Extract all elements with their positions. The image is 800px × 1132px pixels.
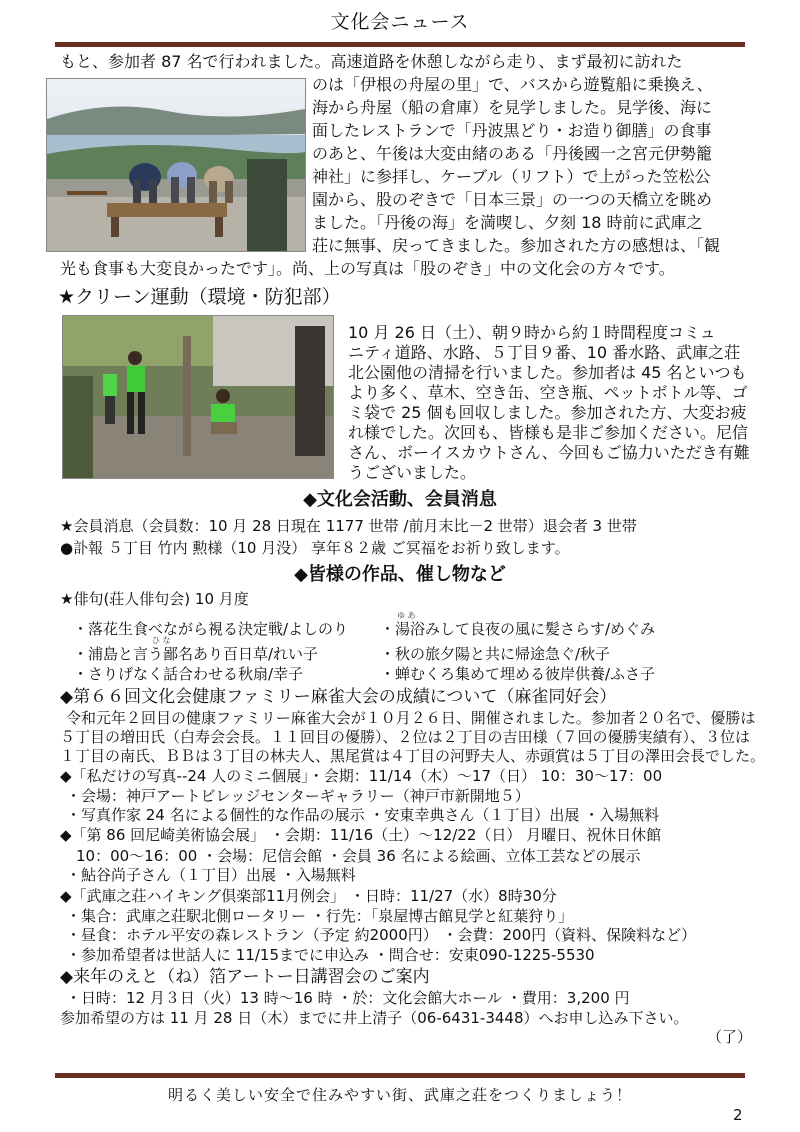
clean-line: ニティ道路、水路、５丁目９番、10 番水路、武庫之荘 xyxy=(348,343,741,362)
haiku-item: ・さりげなく話合わせる秋扇/幸子 xyxy=(73,665,304,683)
photo-exhibit-line: ・会場：神戸アートビレッジセンターギャラリー（神戸市新開地５） xyxy=(66,787,530,805)
art-exhibit-line: 10：00～16：00 ・会場：尼信会館 ・会員 36 名による絵画、立体工芸などの展示 xyxy=(76,847,641,865)
ruby-yua: ゆ あ xyxy=(397,611,416,620)
trip-line: 神社」に参拝し、ケーブル（リフト）で上がった笠松公 xyxy=(312,167,711,186)
trip-line-1: もと、参加者 87 名で行われました。高速道路を休憩しながら走り、まず最初に訪れた xyxy=(60,52,683,71)
mahjong-heading: ◆第６６回文化会健康ファミリー麻雀大会の成績について（麻雀同好会） xyxy=(60,687,617,707)
haiku-item: ・浦島と言う鄙名あり百日草/れい子 xyxy=(73,645,319,663)
obituary: ●訃報 ５丁目 竹内 勲様（10 月没） 享年８２歳 ご冥福をお祈り致します。 xyxy=(60,539,570,557)
activity-heading: ◆文化会活動、会員消息 xyxy=(303,489,497,510)
photo-cleanup-image xyxy=(63,316,333,478)
photo-exhibit-heading: ◆「私だけの写真--24 人のミニ個展」・会期：11/14（木）～17（日） 10：30～17：00 xyxy=(60,767,663,785)
trip-line: ました。「丹後の海」を満喫し、夕刻 18 時前に武庫之 xyxy=(312,213,703,232)
clean-line: 北公園他の清掃を行いました。参加者は 45 名といつも xyxy=(348,363,747,382)
clean-line: より多く、草木、空き缶、空き瓶、ペットボトル等、ゴ xyxy=(348,383,748,402)
photo-matanozoki xyxy=(46,78,306,252)
hiking-line: ・集合：武庫之荘駅北側ロータリー ・行先：「泉屋博古館見学と紅葉狩り」 xyxy=(66,907,574,925)
foil-art-heading: ◆来年のえと（ね）箔アートー日講習会のご案内 xyxy=(60,967,430,987)
foil-art-line: ・日時：12 月３日（火）13 時～16 時 ・於：文化会館大ホール ・費用：3,200 円 xyxy=(66,989,630,1007)
photo-cleanup xyxy=(62,315,334,479)
footer-divider xyxy=(55,1073,745,1078)
trip-line: 荘に無事、戻ってきました。参加された方の感想は、「観 xyxy=(312,236,721,255)
art-exhibit-line: ・鮎谷尚子さん（１丁目）出展 ・入場無料 xyxy=(66,866,356,884)
haiku-item: ・秋の旅夕陽と共に帰途急ぐ/秋子 xyxy=(380,645,611,663)
mahjong-line: １丁目の南氏、ＢＢは３丁目の林夫人、黒尾賞は４丁目の河野夫人、赤頭賞は５丁目の澤田会長でした。 xyxy=(60,747,766,765)
hiking-line: ・参加希望者は世話人に 11/15までに申込み ・問合せ：安東090-1225-5530 xyxy=(66,946,595,964)
haiku-title: ★俳句(荘人俳句会) 10 月度 xyxy=(60,590,249,608)
photo-exhibit-line: ・写真作家 24 名による個性的な作品の展示 ・安東幸典さん（１丁目）出展 ・入場無料 xyxy=(66,806,660,824)
trip-line: 海から舟屋（船の倉庫）を見学しました。見学後、海に xyxy=(312,98,713,117)
trip-line: のあと、午後は大変由緒のある「丹後國一之宮元伊勢籠 xyxy=(312,144,713,163)
mahjong-line: ５丁目の増田氏（白寿会会長。１１回目の優勝）、２位は２丁目の吉田様（７回の優勝実績有）、３位は xyxy=(60,728,751,746)
trip-last-line: 光も食事も大変良かったです」。尚、上の写真は「股のぞき」中の文化会の方々です。 xyxy=(60,259,675,278)
header-divider xyxy=(55,42,745,47)
members-status: ★会員消息（会員数：10 月 28 日現在 1177 世帯 /前月末比－2 世帯）退会者 3 世帯 xyxy=(60,517,637,535)
art-exhibit-heading: ◆「第 86 回尼崎美術協会展」 ・会期：11/16（土）～12/22（日） 月曜日、祝休日休館 xyxy=(60,826,662,844)
works-heading: ◆皆様の作品、催し物など xyxy=(294,564,506,585)
footer-slogan: 明るく美しい安全で住みやすい街、武庫之荘をつくりましょう！ xyxy=(167,1086,632,1104)
page-number: 2 xyxy=(733,1106,743,1124)
trip-line: 面したレストランで「丹波黒どり・お造り御膳」の食事 xyxy=(312,121,712,140)
foil-art-line: 参加希望の方は 11 月 28 日（木）までに井上清子（06-6431-3448）へお申し込み下さい。 xyxy=(60,1009,689,1027)
hiking-heading: ◆「武庫之荘ハイキング倶楽部11月例会」 ・日時：11/27（水）8時30分 xyxy=(60,887,557,905)
ruby-hina: ひ な xyxy=(152,636,171,645)
haiku-item: ・落花生食べながら視る決定戦/よしのり xyxy=(73,620,349,638)
clean-heading: ★クリーン運動（環境・防犯部） xyxy=(58,286,341,308)
clean-line: 10 月 26 日（土）、朝９時から約１時間程度コミュ xyxy=(348,323,716,342)
trip-line: のは「伊根の舟屋の里」で、バスから遊覧船に乗換え、 xyxy=(312,75,713,94)
hiking-line: ・昼食：ホテル平安の森レストラン（予定 約2000円） ・会費：200円（資料、保険料など） xyxy=(66,926,697,944)
clean-line: さん、ボーイスカウトさん、今回もご協力いただき有難 xyxy=(348,443,750,462)
haiku-item: ・蝉むくろ集めて埋める彼岸供養/ふさ子 xyxy=(380,665,656,683)
mahjong-line: 令和元年２回目の健康ファミリー麻雀大会が１０月２６日、開催されました。参加者２０名で、優勝は xyxy=(66,709,756,727)
clean-line: れ様でした。次回も、皆様も是非ご参加ください。尼信 xyxy=(348,423,749,442)
haiku-item: ・湯浴みして良夜の風に髪さらす/めぐみ xyxy=(380,620,656,638)
clean-line: ミ袋で 25 個も回収しました。参加された方、大変お疲 xyxy=(348,403,747,422)
clean-line: うございました。 xyxy=(348,463,477,482)
trip-line: 園から、股のぞきで「日本三景」の一つの天橋立を眺め xyxy=(312,190,713,209)
end-mark: （了） xyxy=(707,1028,753,1046)
photo-matanozoki-image xyxy=(47,79,305,251)
page-title: 文化会ニュース xyxy=(330,11,470,33)
